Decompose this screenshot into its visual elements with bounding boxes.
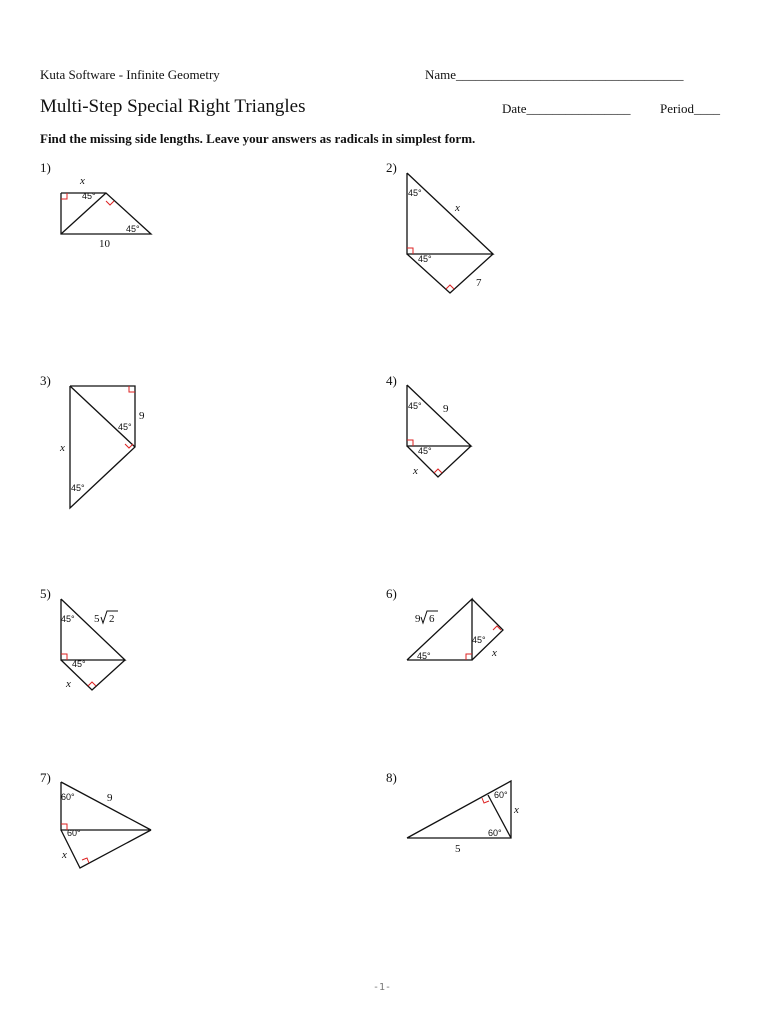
label-x: x xyxy=(80,175,85,187)
angle-label: 60° xyxy=(488,828,502,838)
side-length-label: 5 xyxy=(455,843,461,855)
worksheet-title: Multi-Step Special Right Triangles xyxy=(40,96,306,117)
label-x: x xyxy=(492,647,497,659)
angle-label: 45° xyxy=(418,446,432,456)
angle-label: 60° xyxy=(67,828,81,838)
angle-label: 45° xyxy=(61,614,75,624)
problem-number-6: 6) xyxy=(386,586,397,601)
radicand: 6 xyxy=(429,613,435,625)
instructions: Find the missing side lengths. Leave your answers as radicals in simplest form. xyxy=(40,131,476,146)
problem-number-5: 5) xyxy=(40,586,51,601)
radical-coefficient: 5 xyxy=(94,613,100,625)
label-x: x xyxy=(62,849,67,861)
software-name: Kuta Software - Infinite Geometry xyxy=(40,67,220,82)
angle-label: 45° xyxy=(408,188,422,198)
label-x: x xyxy=(514,804,519,816)
angle-label: 45° xyxy=(472,635,486,645)
problem-number-4: 4) xyxy=(386,373,397,388)
angle-label: 45° xyxy=(417,651,431,661)
angle-label: 45° xyxy=(72,659,86,669)
side-length-label: 7 xyxy=(476,277,482,289)
problem-number-1: 1) xyxy=(40,160,51,175)
side-length-label: 9 xyxy=(443,403,449,415)
angle-label: 45° xyxy=(126,224,140,234)
angle-label: 45° xyxy=(408,401,422,411)
period-field[interactable]: Period____ xyxy=(660,101,720,116)
angle-label: 45° xyxy=(118,422,132,432)
problem-number-2: 2) xyxy=(386,160,397,175)
label-x: x xyxy=(66,678,71,690)
name-field[interactable]: Name___________________________________ xyxy=(425,67,684,82)
problem-number-8: 8) xyxy=(386,770,397,785)
problem-number-7: 7) xyxy=(40,770,51,785)
side-length-label: 9 xyxy=(139,410,145,422)
label-x: x xyxy=(413,465,418,477)
angle-label: 45° xyxy=(82,191,96,201)
angle-label: 60° xyxy=(61,792,75,802)
problem-number-3: 3) xyxy=(40,373,51,388)
page-number: -1- xyxy=(373,982,392,993)
side-length-label: 10 xyxy=(99,238,110,250)
angle-label: 45° xyxy=(418,254,432,264)
radical-coefficient: 9 xyxy=(415,613,421,625)
label-x: x xyxy=(60,442,65,454)
side-length-label: 9 xyxy=(107,792,113,804)
date-field[interactable]: Date________________ xyxy=(502,101,631,116)
angle-label: 60° xyxy=(494,790,508,800)
label-x: x xyxy=(455,202,460,214)
radicand: 2 xyxy=(109,613,115,625)
angle-label: 45° xyxy=(71,483,85,493)
